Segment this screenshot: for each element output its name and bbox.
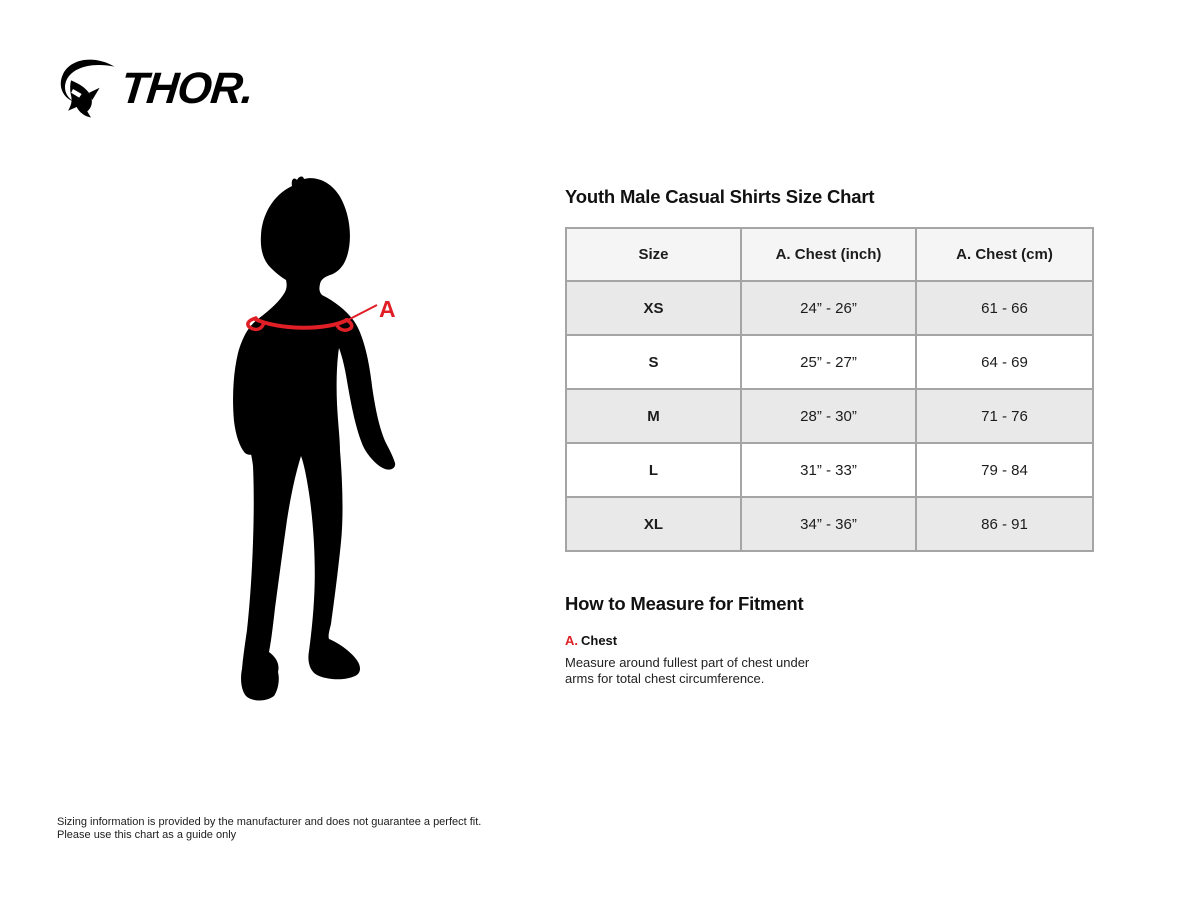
chest-inch-value: 28” - 30” — [741, 389, 916, 443]
size-chart-table — [565, 227, 1094, 552]
column-header-chest-inch: A. Chest (inch) — [741, 228, 916, 281]
column-header-size: Size — [566, 228, 741, 281]
measure-item-chest — [565, 632, 1092, 686]
chest-cm-value: 64 - 69 — [916, 335, 1093, 389]
child-silhouette — [233, 176, 395, 700]
thor-logo — [55, 58, 256, 120]
chest-annotation-label: A — [379, 296, 396, 322]
table-row-s — [566, 335, 1093, 389]
chest-cm-value: 61 - 66 — [916, 281, 1093, 335]
measurement-figure — [200, 160, 450, 720]
size-value: XL — [566, 497, 741, 551]
measure-name: Chest — [581, 633, 618, 648]
disclaimer-line-1: Sizing information is provided by the manufacturer and does not guarantee a perfect fit. — [57, 816, 482, 828]
chest-inch-value: 31” - 33” — [741, 443, 916, 497]
chest-cm-value: 71 - 76 — [916, 389, 1093, 443]
size-value: XS — [566, 281, 741, 335]
size-value: M — [566, 389, 741, 443]
table-header-row — [566, 228, 1093, 281]
goat-head-icon — [55, 58, 117, 120]
size-value: S — [566, 335, 741, 389]
chest-cm-value: 86 - 91 — [916, 497, 1093, 551]
disclaimer-line-2: Please use this chart as a guide only — [57, 829, 237, 841]
measure-description: Measure around fullest part of chest under arms for total chest circumference. — [565, 655, 810, 686]
child-silhouette-svg — [200, 160, 450, 720]
table-row-l — [566, 443, 1093, 497]
table-row-m — [566, 389, 1093, 443]
table-row-xl — [566, 497, 1093, 551]
chest-inch-value: 24” - 26” — [741, 281, 916, 335]
chest-cm-value: 79 - 84 — [916, 443, 1093, 497]
column-header-chest-cm: A. Chest (cm) — [916, 228, 1093, 281]
disclaimer — [57, 816, 481, 842]
chest-inch-value: 25” - 27” — [741, 335, 916, 389]
size-chart-section — [565, 186, 1092, 686]
size-value: L — [566, 443, 741, 497]
how-to-measure-title: How to Measure for Fitment — [565, 593, 804, 614]
size-chart-title: Youth Male Casual Shirts Size Chart — [565, 186, 875, 207]
measure-letter: A. — [565, 633, 578, 648]
table-row-xs — [566, 281, 1093, 335]
brand-wordmark: THOR. — [118, 64, 256, 113]
chest-inch-value: 34” - 36” — [741, 497, 916, 551]
